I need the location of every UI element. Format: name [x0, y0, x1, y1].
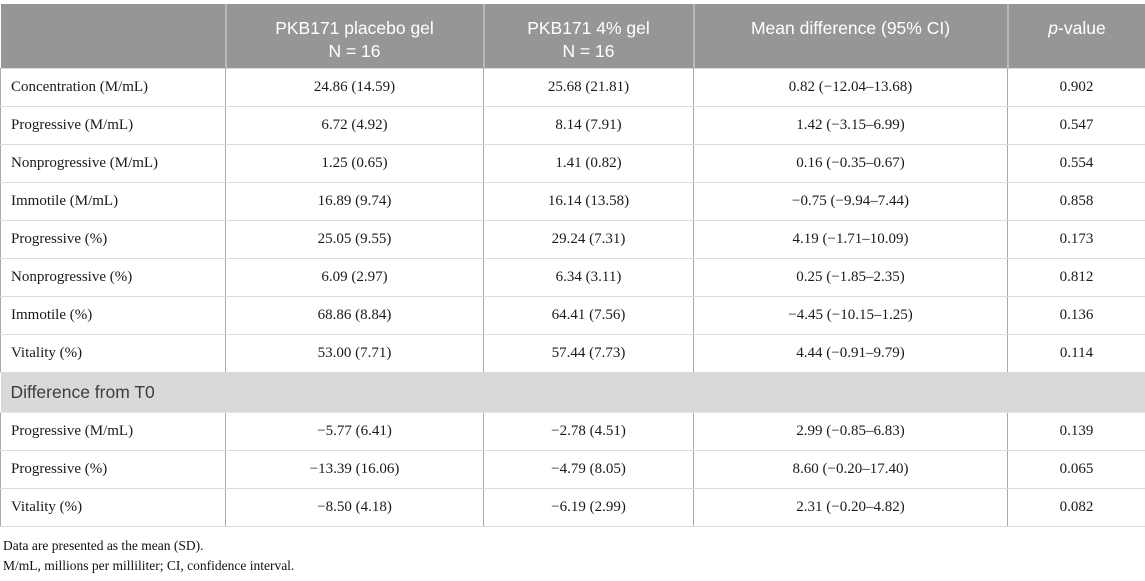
header-row	[1, 4, 1145, 68]
header-4pct-line2: N = 16	[562, 41, 615, 61]
header-empty-cell	[1, 4, 226, 68]
cell-placebo-value: 6.72 (4.92)	[226, 106, 484, 144]
table-row	[1, 412, 1145, 450]
cell-4pct-value: −2.78 (4.51)	[484, 412, 694, 450]
header-placebo-gel	[226, 4, 484, 68]
table-row	[1, 220, 1145, 258]
cell-p-value: 0.114	[1008, 334, 1145, 372]
row-label: Progressive (%)	[1, 220, 226, 258]
cell-mean-difference: −4.45 (−10.15–1.25)	[694, 296, 1008, 334]
cell-mean-difference: 4.44 (−0.91–9.79)	[694, 334, 1008, 372]
header-4pct-line1: PKB171 4% gel	[527, 18, 650, 38]
cell-4pct-value: 8.14 (7.91)	[484, 106, 694, 144]
cell-4pct-value: 57.44 (7.73)	[484, 334, 694, 372]
footnote-abbreviations: M/mL, millions per milliliter; CI, confidence interval.	[3, 557, 295, 573]
row-label: Nonprogressive (M/mL)	[1, 144, 226, 182]
row-label: Nonprogressive (%)	[1, 258, 226, 296]
table-row	[1, 334, 1145, 372]
cell-mean-difference: 0.16 (−0.35–0.67)	[694, 144, 1008, 182]
section-header-label: Difference from T0	[1, 372, 1145, 412]
header-p-value	[1008, 4, 1145, 68]
header-mean-difference-label: Mean difference (95% CI)	[750, 18, 951, 38]
cell-p-value: 0.065	[1008, 450, 1145, 488]
table-row	[1, 68, 1145, 106]
cell-p-value: 0.139	[1008, 412, 1145, 450]
cell-p-value: 0.136	[1008, 296, 1145, 334]
table-row	[1, 488, 1145, 526]
table-section	[1, 372, 1145, 412]
cell-placebo-value: −5.77 (6.41)	[226, 412, 484, 450]
table-row	[1, 144, 1145, 182]
cell-mean-difference: 8.60 (−0.20–17.40)	[694, 450, 1008, 488]
table-row	[1, 296, 1145, 334]
cell-mean-difference: 0.25 (−1.85–2.35)	[694, 258, 1008, 296]
cell-4pct-value: 64.41 (7.56)	[484, 296, 694, 334]
header-4pct-gel	[484, 4, 694, 68]
cell-p-value: 0.858	[1008, 182, 1145, 220]
row-label: Progressive (M/mL)	[1, 412, 226, 450]
row-label: Progressive (%)	[1, 450, 226, 488]
cell-mean-difference: 0.82 (−12.04–13.68)	[694, 68, 1008, 106]
cell-p-value: 0.812	[1008, 258, 1145, 296]
cell-placebo-value: 25.05 (9.55)	[226, 220, 484, 258]
header-placebo-line2: N = 16	[328, 41, 381, 61]
table-row	[1, 258, 1145, 296]
row-label: Immotile (M/mL)	[1, 182, 226, 220]
footnote-mean-sd: Data are presented as the mean (SD).	[3, 537, 204, 553]
cell-placebo-value: −8.50 (4.18)	[226, 488, 484, 526]
header-p-value-italic: p	[1048, 18, 1059, 38]
cell-placebo-value: 24.86 (14.59)	[226, 68, 484, 106]
cell-p-value: 0.173	[1008, 220, 1145, 258]
header-placebo-line1: PKB171 placebo gel	[275, 18, 434, 38]
table-row	[1, 106, 1145, 144]
cell-placebo-value: 1.25 (0.65)	[226, 144, 484, 182]
cell-placebo-value: 16.89 (9.74)	[226, 182, 484, 220]
cell-mean-difference: 2.99 (−0.85–6.83)	[694, 412, 1008, 450]
cell-4pct-value: 25.68 (21.81)	[484, 68, 694, 106]
cell-placebo-value: −13.39 (16.06)	[226, 450, 484, 488]
cell-placebo-value: 53.00 (7.71)	[226, 334, 484, 372]
table-row	[1, 182, 1145, 220]
cell-placebo-value: 68.86 (8.84)	[226, 296, 484, 334]
cell-4pct-value: 6.34 (3.11)	[484, 258, 694, 296]
cell-p-value: 0.082	[1008, 488, 1145, 526]
header-p-value-rest: -value	[1058, 18, 1106, 38]
cell-placebo-value: 6.09 (2.97)	[226, 258, 484, 296]
table-body-main	[1, 68, 1145, 372]
cell-mean-difference: 2.31 (−0.20–4.82)	[694, 488, 1008, 526]
row-label: Concentration (M/mL)	[1, 68, 226, 106]
cell-p-value: 0.902	[1008, 68, 1145, 106]
cell-p-value: 0.554	[1008, 144, 1145, 182]
cell-4pct-value: 29.24 (7.31)	[484, 220, 694, 258]
results-table	[0, 4, 1145, 527]
cell-4pct-value: 1.41 (0.82)	[484, 144, 694, 182]
cell-mean-difference: 4.19 (−1.71–10.09)	[694, 220, 1008, 258]
cell-4pct-value: −6.19 (2.99)	[484, 488, 694, 526]
cell-mean-difference: 1.42 (−3.15–6.99)	[694, 106, 1008, 144]
cell-4pct-value: −4.79 (8.05)	[484, 450, 694, 488]
section-header-row	[1, 372, 1145, 412]
row-label: Vitality (%)	[1, 334, 226, 372]
table-footnotes	[3, 536, 1145, 576]
table-body-t0	[1, 412, 1145, 526]
cell-4pct-value: 16.14 (13.58)	[484, 182, 694, 220]
table-row	[1, 450, 1145, 488]
row-label: Immotile (%)	[1, 296, 226, 334]
header-mean-difference	[694, 4, 1008, 68]
row-label: Progressive (M/mL)	[1, 106, 226, 144]
cell-mean-difference: −0.75 (−9.94–7.44)	[694, 182, 1008, 220]
row-label: Vitality (%)	[1, 488, 226, 526]
cell-p-value: 0.547	[1008, 106, 1145, 144]
table-header	[1, 4, 1145, 68]
